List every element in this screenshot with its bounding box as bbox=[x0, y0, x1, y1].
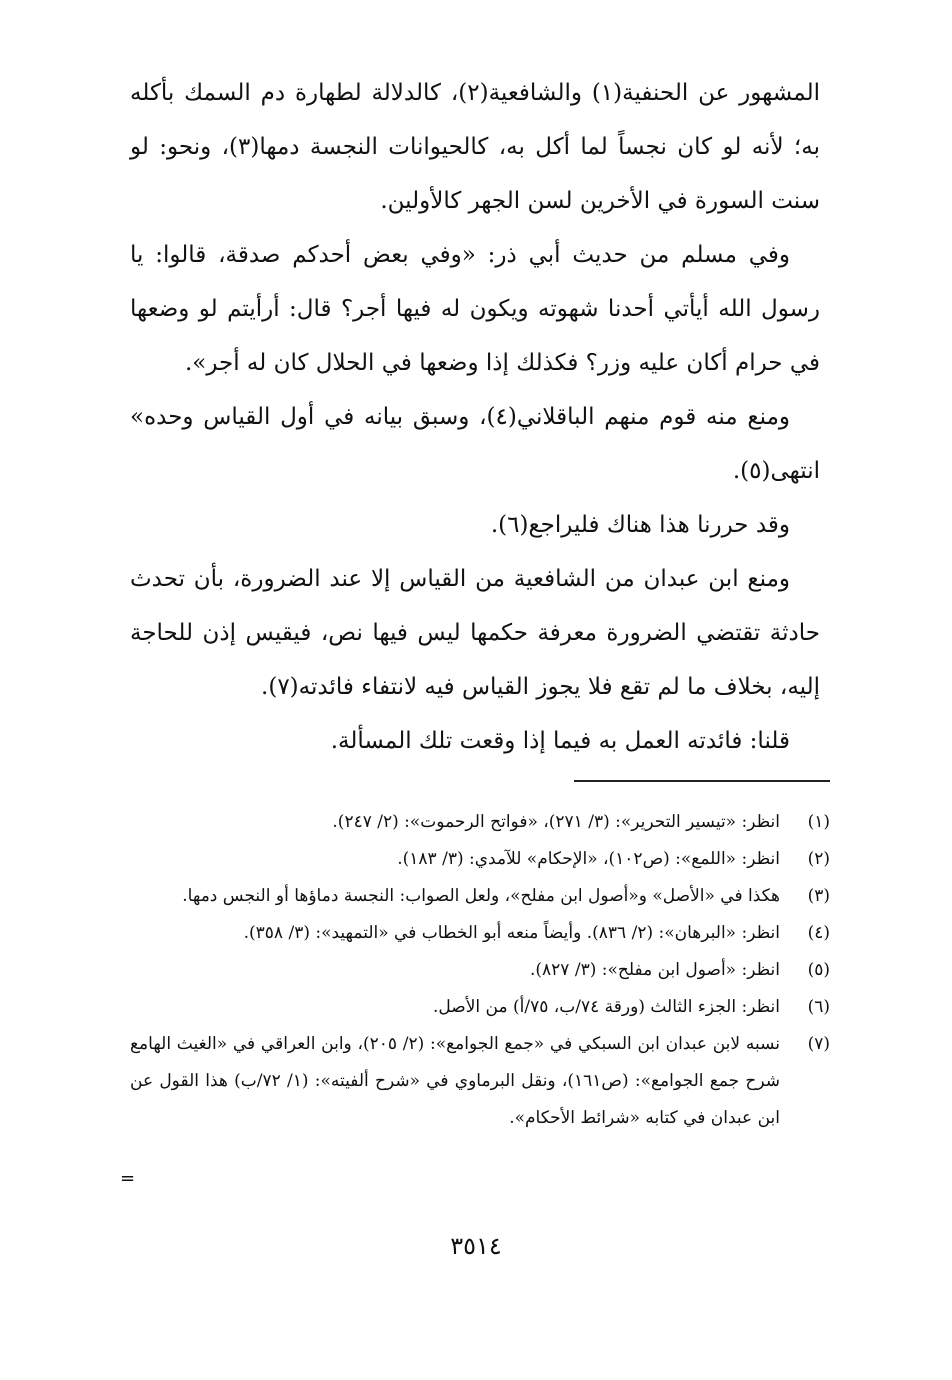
main-text bbox=[130, 66, 820, 768]
footnote-number: (٤) bbox=[807, 923, 830, 943]
footnote-text: انظر: «اللمع»: (ص١٠٢)، «الإحكام» للآمدي: (٣/ ١٨٣). bbox=[397, 849, 780, 869]
footnote-text: نسبه لابن عبدان ابن السبكي في «جمع الجوامع»: (٢/ ٢٠٥)، وابن العراقي في «الغيث الهامع شرح جمع الجوامع»: (ص١٦١)، ونقل البرماوي في «شرح ألفيته»: (١/ ٧٢/ب) هذا القول عن ابن عبدان في كتابه «شرائط الأحكام». bbox=[130, 1034, 780, 1128]
footnote-text: انظر: «أصول ابن مفلح»: (٣/ ٨٢٧). bbox=[529, 960, 780, 980]
paragraph-5: ومنع ابن عبدان من الشافعية من القياس إلا عند الضرورة، بأن تحدث حادثة تقتضي الضرورة معرفة حكمها ليس فيها نص، فيقيس إذن للحاجة إليه، بخلاف ما لم تقع فلا يجوز القياس فيه لانتفاء فائدته(٧). bbox=[130, 566, 820, 700]
footnote-number: (٥) bbox=[807, 960, 830, 980]
page-number: ٣٥١٤ bbox=[450, 1232, 502, 1260]
continuation-mark: = bbox=[120, 1168, 136, 1189]
paragraph-3: ومنع منه قوم منهم الباقلاني(٤)، وسبق بيانه في أول القياس وحده» انتهى(٥). bbox=[130, 404, 820, 484]
footnote-number: (١) bbox=[807, 812, 830, 832]
paragraph-1: المشهور عن الحنفية(١) والشافعية(٢)، كالدلالة لطهارة دم السمك بأكله به؛ لأنه لو كان نجساً لما أكل به، كالحيوانات النجسة دمها(٣)، ونحو: لو سنت السورة في الأخرين لسن الجهر كالأولين. bbox=[130, 80, 820, 214]
paragraph-6: قلنا: فائدته العمل به فيما إذا وقعت تلك المسألة. bbox=[330, 728, 790, 754]
footnote-6 bbox=[130, 989, 830, 1026]
footnote-4 bbox=[130, 915, 830, 952]
footnote-text: انظر: الجزء الثالث (ورقة ٧٤/ب، ٧٥/أ) من الأصل. bbox=[433, 997, 780, 1017]
paragraph-4: وقد حررنا هذا هناك فليراجع(٦). bbox=[490, 512, 790, 538]
footnote-text: انظر: «البرهان»: (٢/ ٨٣٦). وأيضاً منعه أبو الخطاب في «التمهيد»: (٣/ ٣٥٨). bbox=[243, 923, 780, 943]
footnote-3 bbox=[130, 878, 830, 915]
footnote-number: (٦) bbox=[807, 997, 830, 1017]
footnote-number: (٣) bbox=[807, 886, 830, 906]
footnote-2 bbox=[130, 841, 830, 878]
footnote-number: (٧) bbox=[807, 1034, 830, 1054]
paragraph-2: وفي مسلم من حديث أبي ذر: «وفي بعض أحدكم صدقة، قالوا: يا رسول الله أيأتي أحدنا شهوته ويكون له فيها أجر؟ قال: أرأيتم لو وضعها في حرام أكان عليه وزر؟ فكذلك إذا وضعها في الحلال كان له أجر». bbox=[130, 242, 820, 376]
footnote-text: هكذا في «الأصل» و«أصول ابن مفلح»، ولعل الصواب: النجسة دماؤها أو النجس دمها. bbox=[182, 886, 780, 906]
footnote-number: (٢) bbox=[807, 849, 830, 869]
footnote-5 bbox=[130, 952, 830, 989]
footnote-7 bbox=[130, 1026, 830, 1137]
footnote-separator bbox=[574, 780, 830, 782]
footnote-1 bbox=[130, 804, 830, 841]
footnotes bbox=[130, 804, 830, 1137]
footnote-text: انظر: «تيسير التحرير»: (٣/ ٢٧١)، «فواتح الرحموت»: (٢/ ٢٤٧). bbox=[332, 812, 780, 832]
